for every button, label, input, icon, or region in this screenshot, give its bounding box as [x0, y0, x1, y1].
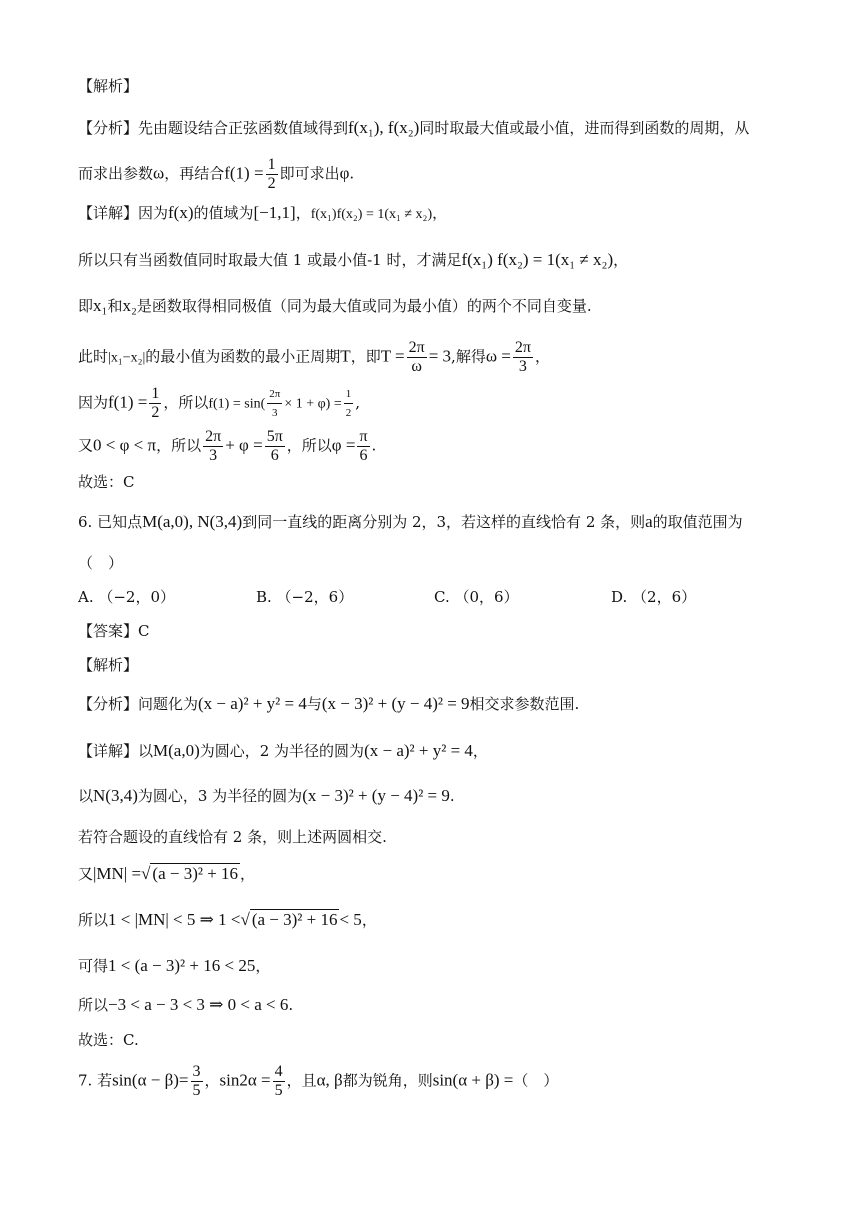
- xiangjie-q6-line-1: 【详解】以M(a,0)为圆心，2 为半径的圆为(x − a)² + y² = 4，: [78, 741, 488, 760]
- xiangjie-line-1: 【详解】因为f(x)的值域为[−1,1]，f(x₁)f(x₂) = 1(x₁ ≠ x₂)，: [78, 203, 448, 222]
- fenxi-line-q6: 【分析】问题化为(x − a)² + y² = 4与(x − 3)² + (y − 4)² = 9相交求参数范围.: [78, 694, 580, 713]
- jiexi-heading-2: 【解析】: [78, 656, 139, 674]
- option-a: A. （−2，0）: [78, 588, 176, 606]
- question-6-paren: （ ）: [78, 554, 124, 572]
- xiangjie-q6-line-5: 所以1 < |MN| < 5 ⇒ 1 <√ (a − 3)² + 16 < 5，: [78, 910, 377, 929]
- xiangjie-q6-line-2: 以N(3,4)为圆心，3 为半径的圆为(x − 3)² + (y − 4)² = 9.: [78, 786, 455, 805]
- jiexi-heading-1: 【解析】: [78, 77, 139, 95]
- xiangjie-line-6: 又0 < φ < π，所以 $\frac{2\pi}{3}$ + φ = $\frac{5\pi}{6}$ ，所以φ = $\frac{\pi}{6}$ .: [78, 428, 377, 464]
- fenxi-line-1: 【分析】先由题设结合正弦函数值域得到f(x₁), f(x₂)同时取最大值或最小值，进而得到函数的周期，从: [78, 118, 750, 137]
- xiangjie-line-5: 因为f(1) = $\frac{1}{2}$ ，所以f(1) = sin( $\frac{2\pi}{3}$ × 1 + φ) = $\frac{1}{2}$ ,: [78, 385, 361, 421]
- fenxi-line-2: 而求出参数ω，再结合f(1) = $\frac{1}{2}$ 即可求出φ.: [78, 156, 355, 192]
- answer-heading: 【答案】C: [78, 622, 150, 640]
- xiangjie-line-4: 此时|x₁−x₂|的最小值为函数的最小正周期T，即T = $\frac{2\pi}{\omega}$ = 3,解得ω = $\frac{2\pi}{3}$ ，: [78, 339, 550, 375]
- option-d: D. （2，6）: [611, 588, 697, 606]
- question-6-stem: 6. 已知点M(a,0), N(3,4)到同一直线的距离分别为 2，3，若这样的直线恰有 2 条，则a的取值范围为: [78, 512, 743, 531]
- xiangjie-q6-line-6: 可得1 < (a − 3)² + 16 < 25，: [78, 956, 271, 975]
- xiangjie-q6-line-7: 所以−3 < a − 3 < 3 ⇒ 0 < a < 6.: [78, 995, 294, 1014]
- answer-choice-2: 故选：C.: [78, 1031, 139, 1049]
- option-b: B. （−2，6）: [256, 588, 354, 606]
- xiangjie-q6-line-4: 又|MN| =√ (a − 3)² + 16 ，: [78, 864, 256, 883]
- xiangjie-line-3: 即x₁和x₂是函数取得相同极值（同为最大值或同为最小值）的两个不同自变量.: [78, 296, 592, 315]
- xiangjie-q6-line-3: 若符合题设的直线恰有 2 条，则上述两圆相交.: [78, 828, 387, 846]
- question-7-stem: 7. 若sin(α − β)= $\frac{3}{5}$ ，sin2α = $\frac{4}{5}$ ，且α, β都为锐角，则sin(α + β) =（ ）: [78, 1063, 559, 1099]
- xiangjie-line-2: 所以只有当函数值同时取最大值 1 或最小值-1 时，才满足f(x₁) f(x₂) = 1(x₁ ≠ x₂)，: [78, 250, 629, 269]
- answer-choice-1: 故选：C: [78, 473, 135, 491]
- option-c: C. （0，6）: [434, 588, 519, 606]
